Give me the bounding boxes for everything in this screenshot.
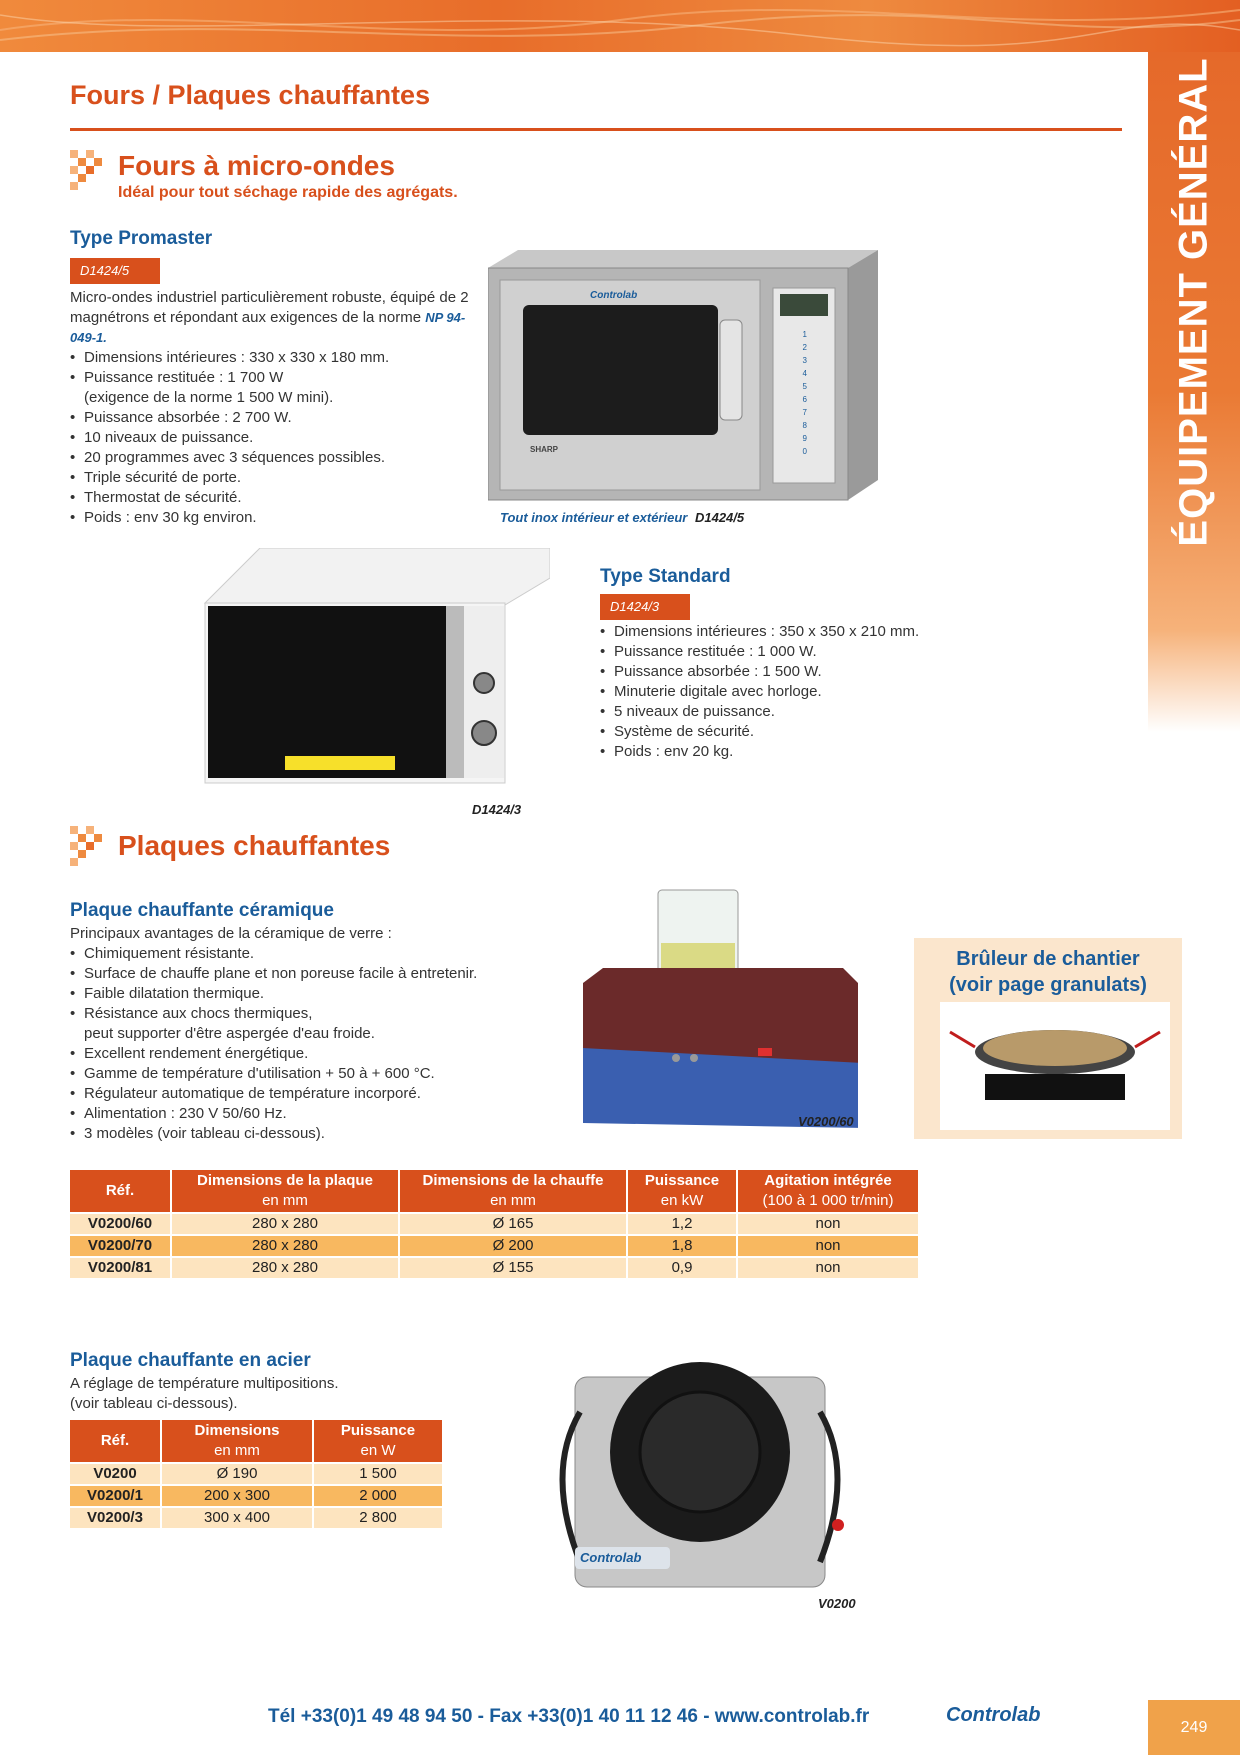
table-cell: V0200/3 [70,1508,160,1528]
column-header [400,1170,626,1212]
table-row [70,1464,442,1484]
list-item: • Dimensions intérieures : 350 x 350 x 210 mm. [600,622,1000,642]
table-row [70,1508,442,1528]
keypad-key: 0 [802,447,807,456]
list-item: • Surface de chauffe plane et non poreuse facile à entretenir. [70,964,590,984]
side-label [1148,52,1240,552]
list-item-text: Résistance aux chocs thermiques, [84,1005,313,1022]
keypad-key: 1 [802,330,807,339]
microwave-promaster-image [488,250,878,510]
list-item: • Faible dilatation thermique. [70,984,590,1004]
table-cell: 280 x 280 [172,1214,398,1234]
promaster-heading: Type Promaster [70,228,213,249]
table-cell: 0,9 [628,1258,736,1278]
promaster-ref-badge: D1424/5 [70,258,160,284]
column-header [70,1420,160,1462]
keypad-key: 6 [802,395,807,404]
table-cell: V0200/81 [70,1258,170,1278]
table-cell: non [738,1258,918,1278]
column-header-label: Réf. [100,1432,130,1449]
column-header [738,1170,918,1212]
microwave-standard-image [200,548,550,788]
list-item: • Minuterie digitale avec horloge. [600,682,1000,702]
list-item: • Chimiquement résistante. [70,944,590,964]
page-number: 249 [1148,1700,1240,1755]
promaster-logo: Controlab [590,290,638,301]
burner-title-line2: (voir page granulats) [949,974,1147,996]
promaster-bullets [70,348,470,528]
table-header-row [70,1420,442,1462]
footer-logo: Controlab [946,1704,1041,1726]
table-cell: non [738,1214,918,1234]
table-cell: Ø 190 [162,1464,312,1484]
burner-image [940,1002,1170,1130]
checker-icon [70,826,110,866]
burner-title [914,946,1182,998]
column-header-label: Puissance [644,1172,720,1189]
top-band [0,0,1240,52]
list-item: • Régulateur automatique de température incorporé. [70,1084,590,1104]
table-cell: Ø 155 [400,1258,626,1278]
keypad-key: 4 [802,369,807,378]
wave-pattern [0,0,1240,52]
table-row [70,1258,918,1278]
column-header-label: Dimensions de la plaque [197,1172,373,1189]
table-cell: V0200/70 [70,1236,170,1256]
column-header-label: Réf. [105,1182,135,1199]
table-row [70,1236,918,1256]
keypad-key: 5 [802,382,807,391]
section-title-micro: Fours à micro-ondes [118,150,395,181]
keypad [783,328,807,458]
column-header [172,1170,398,1212]
steel-intro [70,1374,338,1414]
table-cell: non [738,1236,918,1256]
column-header-unit: en mm [490,1192,536,1209]
title-rule [70,128,1122,131]
steel-table [68,1418,444,1530]
list-item: • 20 programmes avec 3 séquences possibles. [70,448,470,468]
promaster-norm: NP 94-049-1. [70,310,466,345]
list-item: • Dimensions intérieures : 330 x 330 x 180 mm. [70,348,470,368]
list-item: • 3 modèles (voir tableau ci-dessous). [70,1124,590,1144]
promaster-caption-ref: D1424/5 [694,510,745,525]
steel-heading: Plaque chauffante en acier [70,1350,311,1371]
ceramic-bullets [70,944,590,1144]
table-cell: V0200 [70,1464,160,1484]
list-item: • Puissance absorbée : 2 700 W. [70,408,470,428]
list-item: • Triple sécurité de porte. [70,468,470,488]
standard-heading: Type Standard [600,566,731,587]
column-header-label: Dimensions de la chauffe [422,1172,604,1189]
column-header-label: Puissance [340,1422,416,1439]
column-header-unit: (100 à 1 000 tr/min) [762,1192,894,1209]
column-header-label: Dimensions [194,1422,280,1439]
table-header-row [70,1170,918,1212]
keypad-key: 3 [802,356,807,365]
table-cell: 300 x 400 [162,1508,312,1528]
list-item: • Alimentation : 230 V 50/60 Hz. [70,1104,590,1124]
steel-caption: V0200 [818,1596,856,1611]
standard-caption: D1424/3 [472,802,522,817]
promaster-brand: SHARP [530,445,559,454]
table-cell: V0200/1 [70,1486,160,1506]
list-item-text: Puissance restituée : 1 700 W [84,369,284,386]
burner-title-line1: Brûleur de chantier [956,948,1140,970]
promaster-caption [500,510,744,525]
table-cell: 1,8 [628,1236,736,1256]
list-item: • Poids : env 30 kg environ. [70,508,470,528]
list-item: • Poids : env 20 kg. [600,742,1000,762]
list-item [70,1004,590,1044]
list-item [70,368,470,408]
table-cell: Ø 165 [400,1214,626,1234]
ceramic-table [68,1168,920,1280]
table-cell: 2 800 [314,1508,442,1528]
section-subtitle-micro: Idéal pour tout séchage rapide des agrégats. [118,184,458,201]
ceramic-heading: Plaque chauffante céramique [70,900,334,921]
list-item: • Puissance absorbée : 1 500 W. [600,662,1000,682]
column-header-unit: en mm [214,1442,260,1459]
list-item-note: peut supporter d'être aspergée d'eau froide. [84,1025,375,1042]
table-cell: 280 x 280 [172,1236,398,1256]
list-item: • Gamme de température d'utilisation + 50 à + 600 °C. [70,1064,590,1084]
column-header-unit: en W [360,1442,396,1459]
list-item: • Système de sécurité. [600,722,1000,742]
list-item: • Excellent rendement énergétique. [70,1044,590,1064]
section-title-plates: Plaques chauffantes [118,830,391,861]
promaster-description [70,288,470,528]
keypad-key: 9 [802,434,807,443]
steel-intro-line1: A réglage de température multipositions. [70,1375,339,1392]
table-cell: 2 000 [314,1486,442,1506]
table-cell: 1,2 [628,1214,736,1234]
table-cell: Ø 200 [400,1236,626,1256]
list-item-note: (exigence de la norme 1 500 W mini). [84,389,334,406]
column-header [162,1420,312,1462]
footer-contact: Tél +33(0)1 49 48 94 50 - Fax +33(0)1 40 11 12 46 - www.controlab.fr [268,1706,870,1727]
promaster-caption-text: Tout inox intérieur et extérieur [500,510,688,525]
column-header [314,1420,442,1462]
standard-ref-badge: D1424/3 [600,594,690,620]
column-header-unit: en kW [660,1192,704,1209]
table-cell: V0200/60 [70,1214,170,1234]
keypad-key: 2 [802,343,807,352]
table-cell: 1 500 [314,1464,442,1484]
list-item: • 10 niveaux de puissance. [70,428,470,448]
promaster-intro: Micro-ondes industriel particulièrement robuste, équipé de 2 magnétrons et répondant aux exigences de la norme [70,289,469,326]
list-item: • Puissance restituée : 1 000 W. [600,642,1000,662]
page-title: Fours / Plaques chauffantes [70,80,431,110]
keypad-key: 7 [802,408,807,417]
ceramic-plate-image [578,888,858,1138]
steel-logo: Controlab [580,1550,642,1565]
ceramic-description [70,924,590,1144]
table-cell: 200 x 300 [162,1486,312,1506]
list-item: • Thermostat de sécurité. [70,488,470,508]
table-row [70,1214,918,1234]
ceramic-caption: V0200/60 [798,1114,854,1129]
column-header [70,1170,170,1212]
burner-box [914,938,1182,1139]
checker-icon [70,150,110,190]
ceramic-intro: Principaux avantages de la céramique de verre : [70,925,392,942]
table-cell: 280 x 280 [172,1258,398,1278]
list-item: • 5 niveaux de puissance. [600,702,1000,722]
standard-bullets [600,622,1000,762]
column-header [628,1170,736,1212]
keypad-key: 8 [802,421,807,430]
steel-intro-line2: (voir tableau ci-dessous). [70,1395,238,1412]
column-header-label: Agitation intégrée [764,1172,892,1189]
column-header-unit: en mm [262,1192,308,1209]
side-label-text: ÉQUIPEMENT GÉNÉRAL [1171,57,1216,547]
table-row [70,1486,442,1506]
